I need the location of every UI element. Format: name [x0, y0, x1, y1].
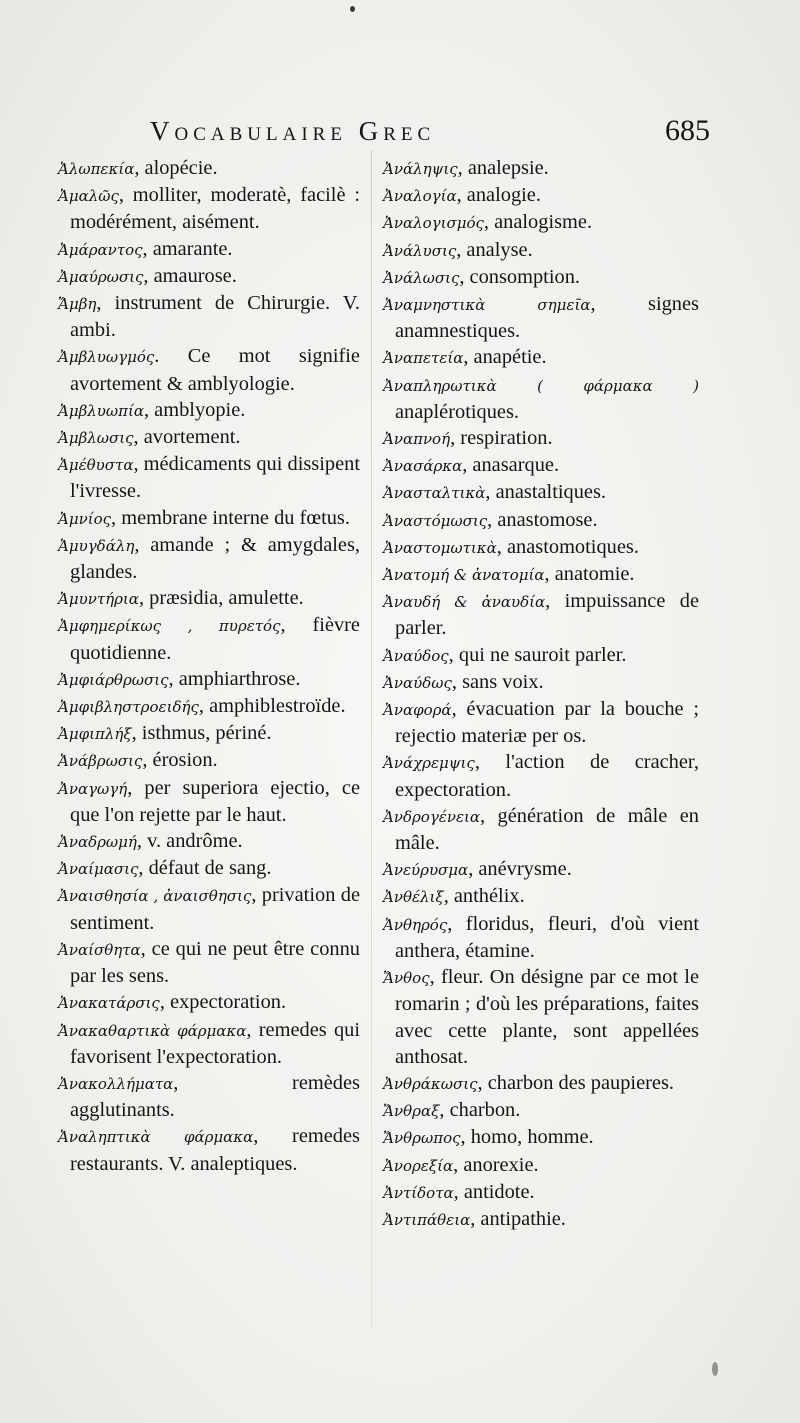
dictionary-entry — [58, 585, 360, 612]
dictionary-entry — [383, 696, 699, 749]
entry-definition: , membrane interne du fœtus. — [111, 506, 350, 529]
entry-definition: , analogie. — [456, 184, 541, 207]
greek-headword: Ἀμβλωσις — [58, 429, 134, 448]
entry-definition: , analyse. — [456, 238, 533, 261]
entry-definition: , ce qui ne peut être connu par les sens. — [70, 937, 360, 988]
greek-headword: Ἀναπληρωτικὰ ( φάρμακα ) — [383, 376, 699, 395]
dictionary-entry — [383, 561, 699, 588]
dictionary-entry — [383, 883, 699, 910]
greek-headword: Ἀνορεξία — [383, 1156, 454, 1175]
entry-definition: , anastomose. — [487, 508, 598, 531]
dictionary-entry — [58, 747, 360, 774]
dictionary-entry — [383, 534, 699, 561]
dictionary-entry — [58, 236, 360, 263]
entry-definition: , anastaltiques. — [485, 481, 607, 504]
entry-definition: , amphiarthrose. — [168, 667, 301, 690]
dictionary-entry — [383, 669, 699, 696]
greek-headword: Ἀμαλῶς — [58, 187, 119, 206]
greek-headword: Ἀνάλωσις — [383, 268, 460, 287]
dictionary-entry — [58, 424, 360, 451]
dictionary-entry — [58, 451, 360, 504]
greek-headword: Ἀμάραντος — [58, 240, 143, 259]
greek-headword: Ἀμυγδάλη — [58, 536, 135, 555]
dictionary-entry — [383, 1070, 699, 1097]
entry-definition: , remedes qui favorisent l'expectoration. — [70, 1018, 361, 1068]
dictionary-entry — [383, 964, 699, 1070]
entry-definition: , qui ne sauroit parler. — [448, 643, 627, 666]
entry-definition: , anastomotiques. — [496, 535, 639, 558]
entry-definition: , molliter, moderatè, facilè : modérément, aisément. — [70, 184, 360, 234]
dictionary-entry — [58, 290, 360, 343]
dictionary-entry — [58, 989, 360, 1016]
entry-definition: , antipathie. — [470, 1207, 566, 1230]
entry-definition: , anthélix. — [443, 885, 525, 908]
dictionary-entry — [383, 209, 699, 236]
entry-definition: , remèdes agglutinants. — [70, 1071, 360, 1122]
dictionary-entry — [58, 775, 360, 828]
entry-definition: , præsidia, amulette. — [138, 587, 304, 610]
dictionary-entry — [383, 344, 699, 371]
greek-headword: Ἀναισθησία , ἀναισθησις — [58, 887, 252, 906]
entry-definition: , analepsie. — [457, 157, 549, 179]
dictionary-entry — [58, 666, 360, 693]
entry-definition: , érosion. — [142, 749, 218, 772]
running-title: Vocabulaire Grec — [150, 116, 436, 146]
dictionary-entry — [58, 1017, 360, 1070]
greek-headword: Ἀνακαθαρτικὰ φάρμακα — [58, 1021, 247, 1040]
entry-definition: , v. andrôme. — [136, 830, 243, 853]
dictionary-entry — [383, 642, 699, 669]
dictionary-entry — [383, 507, 699, 534]
greek-headword: Ἀνάχρεμψις — [383, 754, 475, 773]
greek-headword: Ἀναίμασις — [58, 860, 139, 879]
greek-headword: Ἀνθράκωσις — [383, 1074, 478, 1093]
dictionary-entry — [58, 1070, 360, 1123]
page-number: 685 — [665, 114, 710, 147]
entry-definition: , floridus, fleuri, d'où vient anthera, étamine. — [395, 912, 699, 962]
entry-definition: , amphiblestroïde. — [198, 695, 346, 718]
entry-definition: . Ce mot signifie avortement & amblyologie. — [70, 345, 360, 395]
ink-speck — [350, 6, 355, 12]
entry-definition: , consomption. — [459, 265, 580, 288]
entry-definition: , privation de sentiment. — [70, 884, 360, 934]
greek-headword: Ἀμφιπλήξ — [58, 725, 132, 744]
greek-headword: Ἀναύδως — [383, 673, 452, 692]
entry-definition: , amarante. — [142, 237, 233, 260]
greek-headword: Ἀνθέλιξ — [383, 888, 444, 907]
dictionary-entry — [58, 532, 360, 585]
greek-headword: Ἀναπετεία — [383, 349, 464, 368]
entry-definition: , expectoration. — [159, 991, 287, 1014]
entry-definition: , fleur. On désigne par ce mot le romarin ; d'où les préparations, faites avec cette plante, sont appellées anthosat. — [395, 966, 699, 1068]
greek-headword: Ἀναδρωμή — [58, 833, 137, 852]
column-divider — [371, 150, 372, 1330]
entry-definition: , défaut de sang. — [138, 857, 272, 880]
dictionary-entry — [383, 479, 699, 506]
dictionary-entry — [383, 1124, 699, 1151]
greek-headword: Ἀνάληψις — [383, 160, 458, 178]
greek-headword: Ἀναλογία — [383, 187, 457, 206]
entry-definition: , charbon des paupieres. — [477, 1071, 675, 1094]
dictionary-entry — [58, 936, 360, 989]
greek-headword: Ἀμαύρωσις — [58, 267, 144, 286]
greek-headword: Ἀναμνηστικὰ σημεῖα — [383, 296, 591, 315]
dictionary-entry — [58, 693, 360, 720]
dictionary-entry — [58, 397, 360, 424]
greek-headword: Ἀμφημερίκως , πυρετός — [58, 617, 281, 636]
entry-definition: , alopécie. — [134, 157, 218, 179]
greek-headword: Ἀναγωγή — [58, 779, 128, 798]
dictionary-entry — [58, 182, 360, 235]
greek-headword: Ἀνακατάρσις — [58, 994, 160, 1013]
entry-definition: , amande ; & amygdales, glandes. — [70, 533, 360, 584]
greek-headword: Ἀντιπάθεια — [383, 1210, 471, 1229]
entry-definition: , anapétie. — [463, 346, 547, 369]
greek-headword: Ἀμνίος — [58, 509, 112, 528]
dictionary-entry — [383, 856, 699, 883]
entry-definition: , anorexie. — [453, 1153, 539, 1176]
greek-headword: Ἀνακολλήματα — [58, 1074, 174, 1093]
greek-headword: Ἀναπνοή — [383, 430, 451, 449]
dictionary-entry — [383, 1097, 699, 1124]
dictionary-entry — [58, 263, 360, 290]
greek-headword: Ἄμβη — [58, 295, 97, 314]
greek-headword: Ἀνδρογένεια — [383, 807, 481, 826]
entry-definition: , signes anamnestiques. — [395, 293, 699, 343]
greek-headword: Ἀναληπτικὰ φάρμακα — [58, 1128, 254, 1147]
entry-definition: , per superiora ejectio, ce que l'on rejette par le haut. — [70, 776, 360, 826]
dictionary-entry — [58, 505, 360, 532]
entry-definition: , antidote. — [453, 1180, 535, 1203]
greek-headword: Ἀμβλυωπία — [58, 401, 144, 420]
ink-speck — [712, 1362, 718, 1376]
greek-headword: Ἄνθραξ — [383, 1102, 440, 1121]
greek-headword: Ἀναυδή & ἀναυδία — [383, 593, 546, 612]
dictionary-entry — [58, 343, 360, 396]
greek-headword: Ἀνεύρυσμα — [383, 861, 469, 880]
greek-headword: Ἀναύδος — [383, 646, 449, 665]
dictionary-entry — [383, 911, 699, 964]
dictionary-entry — [383, 155, 699, 182]
greek-headword: Ἀναφορά — [383, 701, 452, 720]
dictionary-entry — [58, 612, 360, 665]
entry-definition: , instrument de Chirurgie. V. ambi. — [70, 292, 360, 342]
dictionary-entry — [58, 828, 360, 855]
greek-headword: Ἀμβλυωγμός — [58, 348, 155, 367]
dictionary-entry — [58, 155, 360, 182]
left-column — [58, 155, 360, 1177]
page-header — [150, 112, 710, 152]
greek-headword: Ἀμφιβληστροειδής — [58, 698, 199, 717]
dictionary-entry — [383, 1179, 699, 1206]
entry-definition: anaplérotiques. — [395, 400, 519, 423]
greek-headword: Ἀνάλυσις — [383, 241, 457, 260]
greek-headword: Ἀνασάρκα — [383, 457, 463, 476]
greek-headword: Ἀναστόμωσις — [383, 511, 488, 530]
entry-definition: , amaurose. — [143, 264, 237, 287]
greek-headword: Ἀντίδοτα — [383, 1183, 454, 1202]
dictionary-entry — [383, 749, 699, 802]
dictionary-entry — [383, 588, 699, 641]
dictionary-entry — [58, 855, 360, 882]
greek-headword: Ἄνθος — [383, 969, 430, 988]
greek-headword: Ἀνασταλτικὰ — [383, 484, 486, 503]
entry-definition: , l'action de cracher, expectoration. — [395, 751, 699, 801]
right-column — [383, 155, 699, 1233]
dictionary-entry — [383, 803, 699, 856]
entry-definition: , analogisme. — [483, 211, 593, 234]
greek-headword: Ἀναίσθητα — [58, 940, 141, 959]
greek-headword: Ἀμφιάρθρωσις — [58, 670, 169, 689]
greek-headword: Ἀναστομωτικὰ — [383, 538, 497, 557]
entry-definition: , anatomie. — [544, 563, 635, 586]
entry-definition: , respiration. — [450, 427, 553, 450]
entry-definition: , anévrysme. — [468, 858, 572, 881]
entry-definition: , homo, homme. — [460, 1126, 594, 1149]
entry-definition: , impuissance de parler. — [395, 590, 699, 640]
dictionary-entry — [383, 264, 699, 291]
entry-definition: , anasarque. — [462, 454, 560, 477]
dictionary-entry — [383, 452, 699, 479]
dictionary-entry — [383, 1152, 699, 1179]
dictionary-entry — [58, 720, 360, 747]
entry-definition: , fièvre quotidienne. — [70, 614, 360, 664]
greek-headword: Ἀνάβρωσις — [58, 752, 143, 771]
greek-headword: Ἀναλογισμός — [383, 214, 484, 233]
entry-definition: , médicaments qui dissipent l'ivresse. — [70, 453, 360, 503]
entry-definition: , évacuation par la bouche ; rejectio materiæ per os. — [395, 698, 699, 748]
greek-headword: Ἀμέθυστα — [58, 456, 134, 475]
greek-headword: Ἀλωπεκία — [58, 160, 135, 178]
entry-definition: , sans voix. — [451, 670, 544, 693]
greek-headword: Ἀνθηρός — [383, 915, 448, 934]
entry-definition: , amblyopie. — [143, 398, 246, 421]
dictionary-entry — [383, 1206, 699, 1233]
entry-definition: , génération de mâle en mâle. — [395, 804, 699, 855]
dictionary-entry — [58, 882, 360, 935]
entry-definition: , avortement. — [133, 426, 241, 449]
dictionary-entry — [58, 1123, 360, 1176]
dictionary-entry — [383, 372, 699, 425]
greek-headword: Ἄνθρωπος — [383, 1129, 461, 1148]
dictionary-entry — [383, 291, 699, 344]
greek-headword: Ἀμυντήρια — [58, 590, 139, 609]
entry-definition: , charbon. — [439, 1099, 521, 1122]
dictionary-entry — [383, 182, 699, 209]
greek-headword: Ἀνατομή & ἀνατομία — [383, 566, 545, 585]
dictionary-entry — [383, 425, 699, 452]
dictionary-entry — [383, 237, 699, 264]
entry-definition: , isthmus, périné. — [131, 722, 272, 745]
entry-definition: , remedes restaurants. V. analeptiques. — [70, 1125, 360, 1175]
